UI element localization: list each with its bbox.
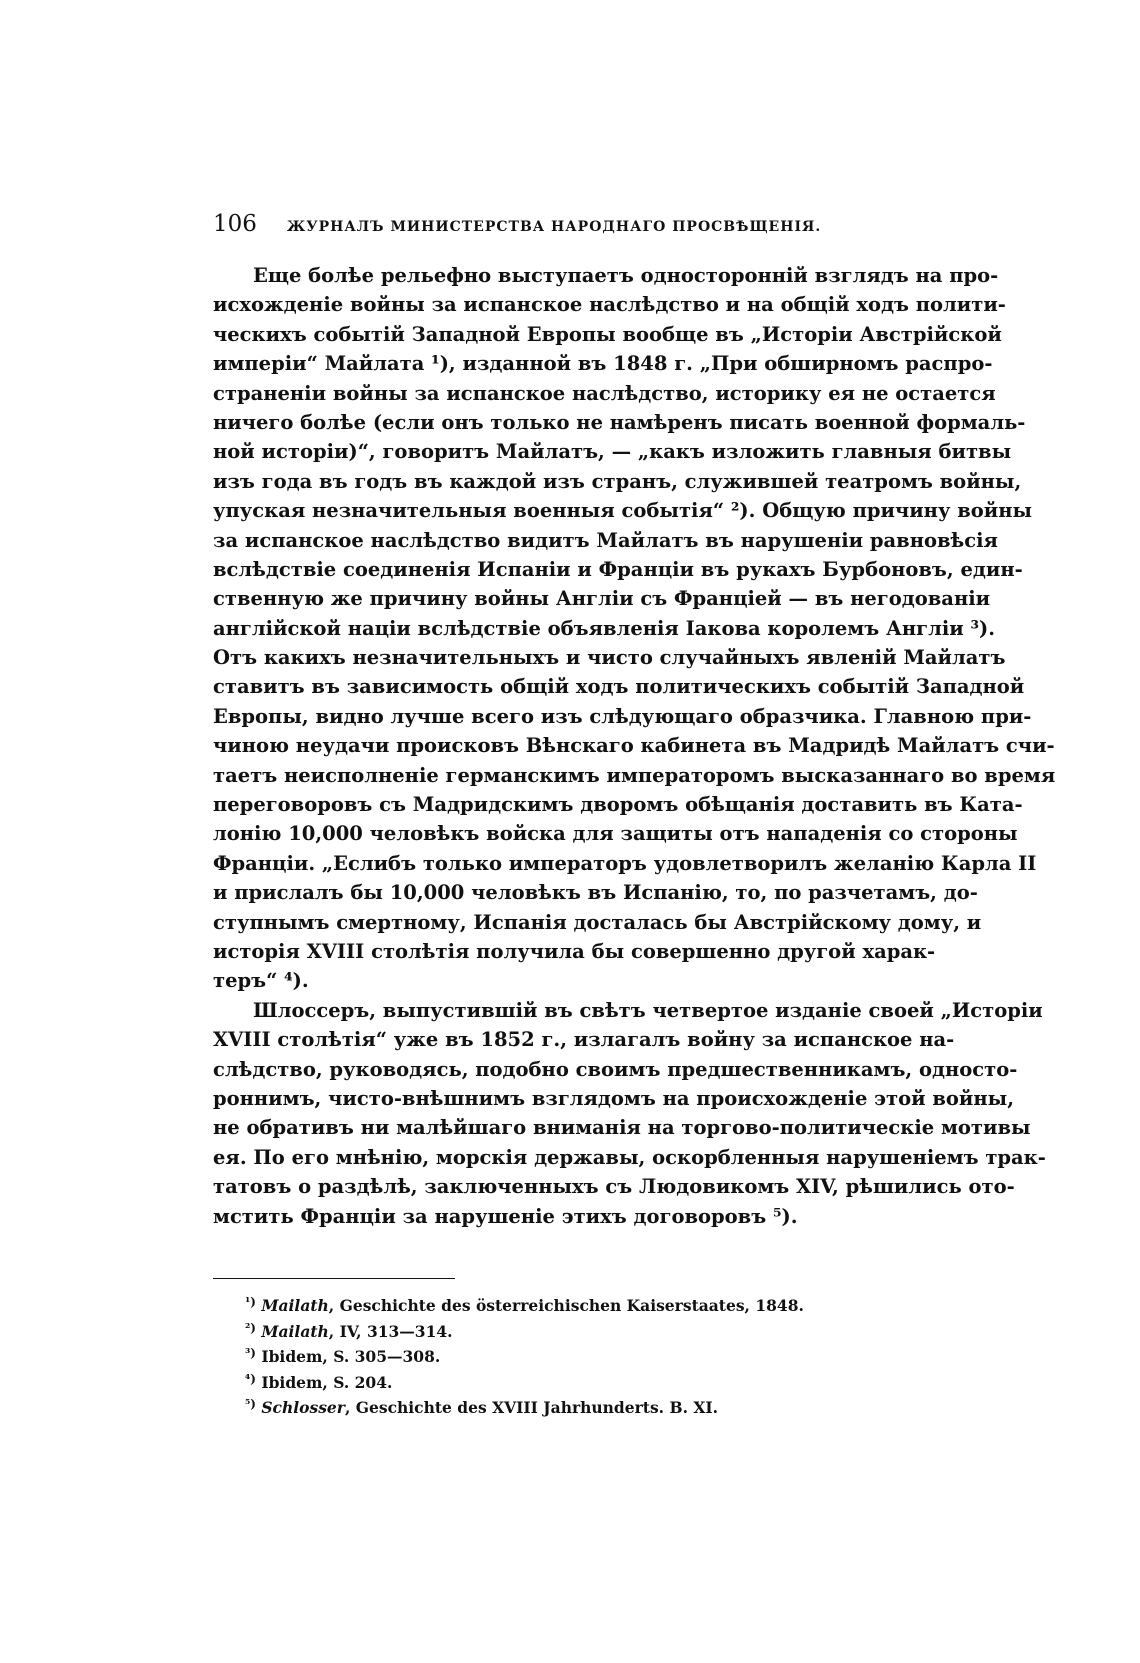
text-line: ставитъ въ зависимость общій ходъ политическихъ событій Западной — [213, 675, 1025, 699]
text-line: исхожденіе войны за испанское наслѣдство и на общій ходъ полити- — [213, 293, 1006, 317]
text-line: таетъ неисполненіе германскимъ императоромъ высказаннаго во время — [213, 763, 1056, 787]
text-line: роннимъ, чисто-внѣшнимъ взглядомъ на происхожденіе этой войны, — [213, 1086, 1015, 1110]
journal-title: ЖУРНАЛЪ МИНИСТЕРСТВА НАРОДНАГО ПРОСВѢЩЕНІЯ. — [286, 219, 822, 235]
page-number: 106 — [213, 211, 257, 237]
footnote — [245, 1392, 895, 1418]
footnote-separator — [213, 1278, 455, 1279]
text-line: Еще болѣе рельефно выступаетъ односторонній взглядъ на про- — [253, 264, 999, 287]
footnote-mark: ²) — [245, 1320, 256, 1335]
footnote-mark: ⁵) — [245, 1397, 256, 1411]
text-line: страненіи войны за испанское наслѣдство, историку ея не остается — [213, 381, 996, 405]
footnote-mark: ¹) — [245, 1295, 256, 1309]
text-line: переговоровъ съ Мадридскимъ дворомъ обѣщанія доставить въ Ката- — [213, 793, 1023, 817]
text-line: англійской націи вслѣдствіе объявленія Іакова королемъ Англіи ³). — [213, 616, 996, 640]
footnote-text: Ibidem, S. 305—308. — [261, 1347, 441, 1366]
text-line: ческихъ событій Западной Европы вообще въ „Исторіи Австрійской — [213, 322, 1002, 346]
text-line: ея. По его мнѣнію, морскія державы, оскорбленныя нарушеніемъ трак- — [213, 1145, 1046, 1169]
text-line: ственную же причину войны Англіи съ Франціей — въ негодованіи — [213, 587, 991, 611]
text-line: ничего болѣе (если онъ только не намѣренъ писать военной формаль- — [213, 410, 1026, 434]
text-line: чиною неудачи происковъ Вѣнскаго кабинета въ Мадридѣ Майлатъ счи- — [213, 734, 1055, 758]
footnote-mark: ⁴) — [245, 1371, 256, 1386]
footnote-author: Mailath — [261, 1321, 329, 1341]
footnote-text: , IV, 313—314. — [328, 1321, 453, 1341]
running-header — [213, 211, 853, 241]
footnote — [245, 1290, 895, 1316]
footnote-text: , Geschichte des österreichischen Kaiserstaates, 1848. — [328, 1296, 804, 1315]
text-line: изъ года въ годъ въ каждой изъ странъ, служившей театромъ войны, — [213, 469, 1022, 493]
text-line: лонію 10,000 человѣкъ войска для защиты отъ нападенія со стороны — [213, 822, 1018, 846]
footnote-mark: ³) — [245, 1346, 256, 1360]
footnotes — [245, 1290, 895, 1440]
text-line: за испанское наслѣдство видитъ Майлатъ въ нарушеніи равновѣсія — [213, 528, 998, 552]
text-line: XVIII столѣтія“ уже въ 1852 г., излагалъ войну за испанское на- — [213, 1028, 955, 1052]
text-line: татовъ о раздѣлѣ, заключенныхъ съ Людовикомъ XIV, рѣшились ото- — [213, 1175, 1015, 1199]
text-line: ной исторіи)“, говоритъ Майлатъ, — „какъ изложить главныя битвы — [213, 440, 1012, 464]
text-line: упуская незначительныя военныя событія“ ²). Общую причину войны — [213, 499, 1033, 523]
text-line: ступнымъ смертному, Испанія досталась бы Австрійскому дому, и — [213, 910, 982, 934]
text-line: не обративъ ни малѣйшаго вниманія на торгово-политическіе мотивы — [213, 1116, 1031, 1140]
footnote-author: Mailath — [261, 1296, 329, 1315]
footnote — [245, 1341, 895, 1367]
footnote-text: Ibidem, S. 204. — [261, 1372, 393, 1392]
text-line: Отъ какихъ незначительныхъ и чисто случайныхъ явленій Майлатъ — [213, 646, 1006, 670]
text-line: исторія XVIII столѣтія получила бы совершенно другой харак- — [213, 939, 936, 963]
text-line: Шлоссеръ, выпустившій въ свѣтъ четвертое изданіе своей „Исторіи — [253, 998, 1043, 1022]
footnote — [245, 1367, 895, 1393]
text-line: Европы, видно лучше всего изъ слѣдующаго образчика. Главною при- — [213, 704, 1032, 728]
text-line: вслѣдствіе соединенія Испаніи и Франціи въ рукахъ Бурбоновъ, един- — [213, 557, 1023, 581]
footnote-author: Schlosser — [261, 1398, 345, 1417]
main-text — [213, 261, 1056, 1236]
text-line: и прислалъ бы 10,000 человѣкъ въ Испанію, то, по разчетамъ, до- — [213, 881, 978, 905]
footnote-text: , Geschichte des XVIII Jahrhunderts. B. XI. — [344, 1398, 719, 1417]
footnote — [245, 1316, 895, 1342]
text-line: теръ“ ⁴). — [213, 969, 309, 993]
text-line: имперіи“ Майлата ¹), изданной въ 1848 г. „При обширномъ распро- — [213, 352, 993, 376]
text-line: мстить Франціи за нарушеніе этихъ договоровъ ⁵). — [213, 1204, 798, 1228]
text-line: Франціи. „Еслибъ только императоръ удовлетворилъ желанію Карла II — [213, 851, 1037, 875]
text-line: слѣдство, руководясь, подобно своимъ предшественникамъ, односто- — [213, 1057, 1018, 1081]
